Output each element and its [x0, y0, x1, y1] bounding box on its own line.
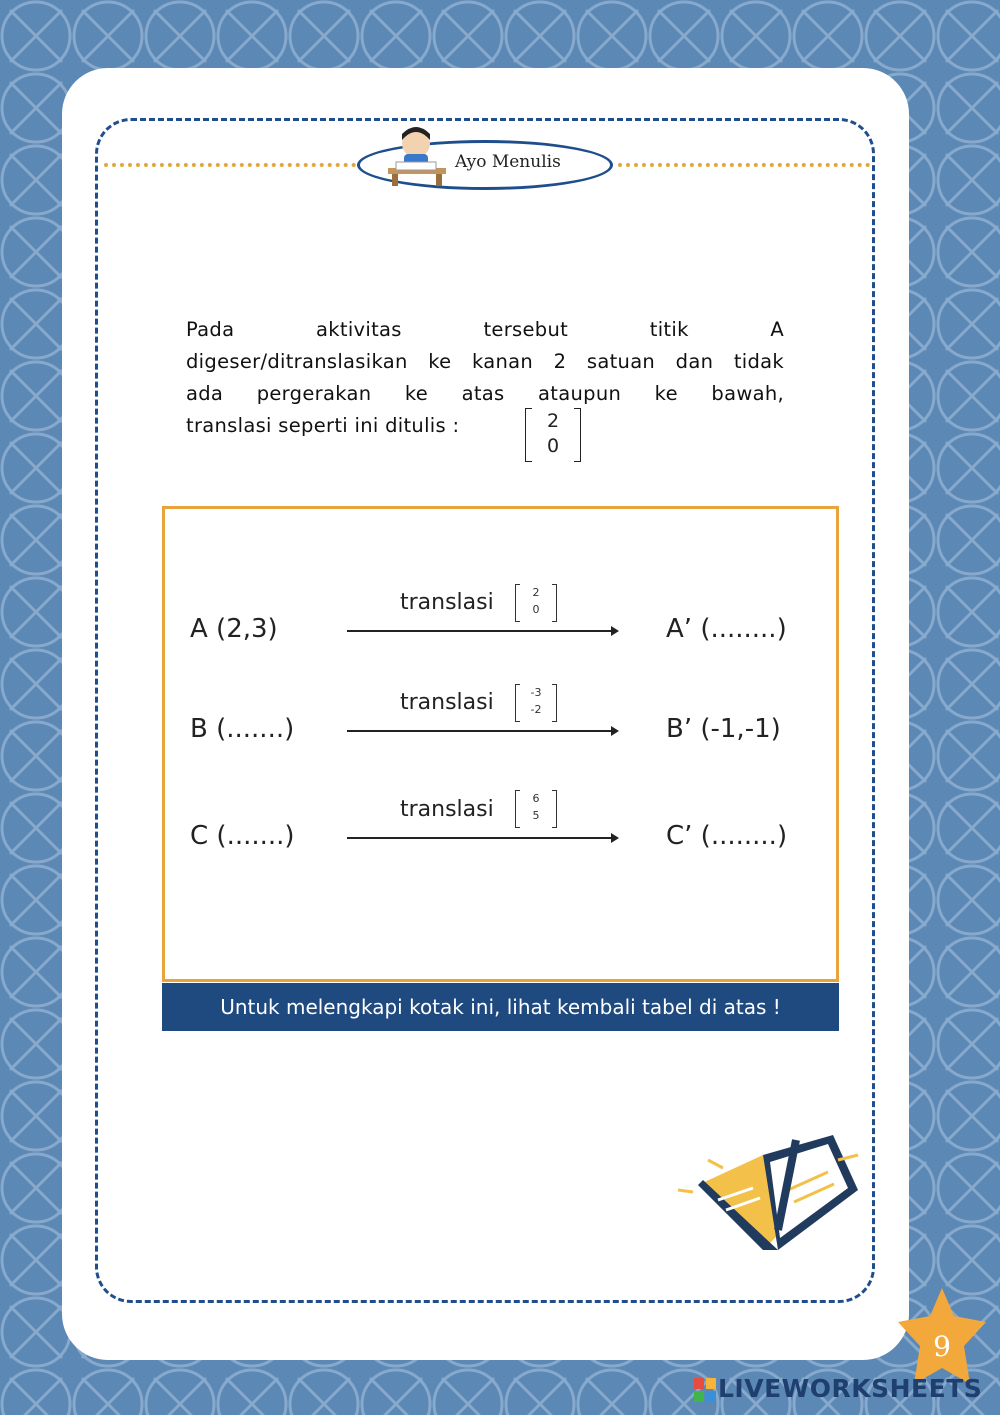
vector-bottom: -2 — [530, 703, 542, 716]
translation-vector — [515, 684, 557, 722]
liveworksheets-logo-icon — [694, 1378, 716, 1402]
translation-label: translasi — [400, 690, 494, 715]
intro-line: Pada aktivitas tersebut titik A — [186, 318, 784, 341]
point-c[interactable]: C (.......) — [190, 821, 295, 851]
vector-bottom: 0 — [532, 603, 540, 616]
intro-line: translasi seperti ini ditulis : — [186, 414, 460, 437]
point-b[interactable]: B (.......) — [190, 714, 295, 744]
point-c-image[interactable]: C’ (........) — [666, 821, 788, 851]
intro-line: ada pergerakan ke atas ataupun ke bawah, — [186, 382, 784, 405]
vector-top: 2 — [546, 410, 560, 432]
point-a: A (2,3) — [190, 614, 278, 644]
exercise-box — [162, 506, 839, 982]
dotted-divider-right — [618, 163, 870, 167]
point-a-image[interactable]: A’ (........) — [666, 614, 787, 644]
arrow — [347, 730, 617, 732]
arrow — [347, 837, 617, 839]
liveworksheets-watermark: LIVEWORKSHEETS — [718, 1374, 983, 1403]
translation-label: translasi — [400, 797, 494, 822]
vector-top: 6 — [532, 792, 540, 805]
header-title: Ayo Menulis — [455, 152, 561, 172]
intro-paragraph — [186, 314, 784, 442]
vector-top: 2 — [532, 586, 540, 599]
arrow — [347, 630, 617, 632]
translation-vector — [515, 584, 557, 622]
page-number: 9 — [933, 1330, 951, 1363]
point-b-image: B’ (-1,-1) — [666, 714, 781, 744]
intro-line: digeser/ditranslasikan ke kanan 2 satuan dan tidak — [186, 350, 784, 373]
instruction-banner: Untuk melengkapi kotak ini, lihat kembali tabel di atas ! — [162, 983, 839, 1031]
student-writing-icon — [380, 122, 450, 188]
vector-top: -3 — [530, 686, 542, 699]
book-pencil-icon — [668, 1130, 868, 1260]
dotted-divider-left — [104, 163, 356, 167]
translation-label: translasi — [400, 590, 494, 615]
vector-bottom: 5 — [532, 809, 540, 822]
vector-bottom: 0 — [546, 435, 560, 457]
translation-vector — [515, 790, 557, 828]
translation-vector — [525, 408, 581, 462]
